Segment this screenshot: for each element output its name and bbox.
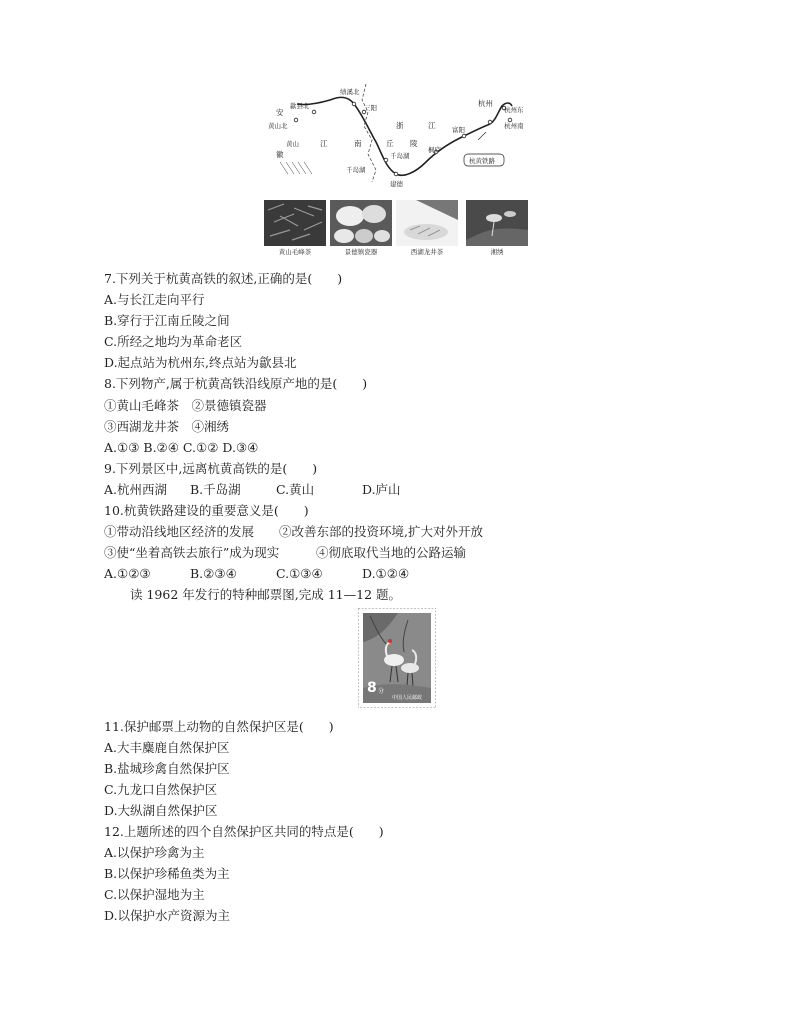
photo-caption: 湘绣 <box>490 248 504 256</box>
q12-option-a: A.以保护珍禽为主 <box>104 845 205 860</box>
q8-items-line1: ①黄山毛峰茶 ②景德镇瓷器 <box>104 398 267 413</box>
longjing-tea-image <box>396 200 458 246</box>
label-hangzhou-dong: 杭州东 <box>504 106 524 114</box>
q10-item-4: ④彻底取代当地的公路运输 <box>316 545 467 560</box>
photo-caption: 黄山毛峰茶 <box>278 248 312 256</box>
q10-option-a: A.①②③ <box>104 566 151 581</box>
q7-option-c: C.所经之地均为革命老区 <box>104 334 243 349</box>
q10-item-3: ③使“坐着高铁去旅行”成为现实 <box>104 545 280 560</box>
label-jiande: 建德 <box>390 180 403 188</box>
q12-option-c: C.以保护湿地为主 <box>104 887 205 902</box>
label-jixi-bei: 绩溪北 <box>340 88 360 96</box>
photo-jingdezhen-porcelain <box>330 200 392 256</box>
q11-stem: 11.保护邮票上动物的自然保护区是( ) <box>104 719 334 734</box>
stamp-value: 8 <box>367 680 377 696</box>
q7-stem: 7.下列关于杭黄高铁的叙述,正确的是( ) <box>104 271 343 286</box>
region-label-an: 安 <box>276 108 284 117</box>
q11-option-b: B.盐城珍禽自然保护区 <box>104 761 230 776</box>
q8-items-line2: ③西湖龙井茶 ④湘绣 <box>104 419 230 434</box>
label-shexian-bei: 歙县北 <box>290 102 310 110</box>
label-railway: 杭黄铁路 <box>469 157 495 165</box>
label-huangshan-bei: 黄山北 <box>268 122 288 130</box>
station-shexian-bei <box>312 110 316 114</box>
crane-stamp <box>358 608 436 708</box>
q9-option-d: D.庐山 <box>362 482 401 497</box>
label-fuyang: 富阳 <box>452 126 465 134</box>
q8-stem: 8.下列物产,属于杭黄高铁沿线原产地的是( ) <box>104 376 368 391</box>
region-label-zhe: 浙 <box>396 121 404 130</box>
q10-items-line2 <box>104 545 466 561</box>
label-qiandaohu: 千岛湖 <box>346 166 366 174</box>
hatched-area <box>280 162 312 174</box>
station-hangzhou <box>488 120 492 124</box>
region-label-hui: 徽 <box>276 150 284 159</box>
station-jiande <box>394 172 398 176</box>
q9-option-a: A.杭州西湖 <box>104 482 168 497</box>
tea-leaves-image <box>264 200 326 246</box>
q7-option-b: B.穿行于江南丘陵之间 <box>104 313 230 328</box>
q11-option-d: D.大纵湖自然保护区 <box>104 803 218 818</box>
label-huangshan: 黄山 <box>286 140 299 148</box>
station-fuyang <box>462 134 466 138</box>
region-label-nan: 南 <box>354 139 362 148</box>
station-qiandaohu <box>384 158 388 162</box>
region-label-jiang2: 江 <box>428 121 436 130</box>
station-jixi-bei <box>352 102 356 106</box>
q11-option-a: A.大丰麋鹿自然保护区 <box>104 740 230 755</box>
photo-xiang-embroidery <box>466 200 528 256</box>
q10-options <box>104 566 409 582</box>
q12-stem: 12.上题所述的四个自然保护区共同的特点是( ) <box>104 824 384 839</box>
stamp-unit: 分 <box>378 688 385 695</box>
q9-options <box>104 482 401 498</box>
region-label-ling: 陵 <box>410 139 418 148</box>
q10-option-c: C.①③④ <box>276 566 323 581</box>
q9-option-b: B.千岛湖 <box>190 482 241 497</box>
embroidery-image <box>466 200 528 246</box>
region-label-qiu: 丘 <box>386 139 394 148</box>
q10-option-b: B.②③④ <box>190 566 237 581</box>
q7-option-a: A.与长江走向平行 <box>104 292 205 307</box>
label-hangzhou: 杭州 <box>478 99 493 108</box>
q7-option-d: D.起点站为杭州东,终点站为歙县北 <box>104 355 297 370</box>
q9-stem: 9.下列景区中,远离杭黄高铁的是( ) <box>104 461 318 476</box>
region-label-jiang: 江 <box>320 139 328 148</box>
photo-caption: 西湖龙井茶 <box>410 248 444 256</box>
station-huangshan-bei <box>294 118 298 122</box>
photo-huangshan-maofeng-tea <box>264 200 326 256</box>
label-sanyang: 三阳 <box>364 104 377 112</box>
q11-option-c: C.九龙口自然保护区 <box>104 782 218 797</box>
hangzhou-huangshan-railway-map <box>268 82 530 194</box>
porcelain-image <box>330 200 392 246</box>
q10-items-line1: ①带动沿线地区经济的发展 ②改善东部的投资环境,扩大对外开放 <box>104 524 483 539</box>
label-hangzhou-nan: 杭州南 <box>504 122 524 130</box>
q12-option-d: D.以保护水产资源为主 <box>104 908 231 923</box>
q8-options: A.①③ B.②④ C.①② D.③④ <box>104 440 259 455</box>
section-intro: 读 1962 年发行的特种邮票图,完成 11—12 题。 <box>130 587 401 602</box>
photo-xihu-longjing-tea <box>396 200 458 256</box>
q10-stem: 10.杭黄铁路建设的重要意义是( ) <box>104 503 309 518</box>
label-qiandaohu-town: 千岛湖 <box>390 152 410 160</box>
q9-option-c: C.黄山 <box>276 482 315 497</box>
stamp-country: 中国人民邮政 <box>392 695 423 701</box>
q12-option-b: B.以保护珍稀鱼类为主 <box>104 866 230 881</box>
photo-caption: 景德镇瓷器 <box>344 248 378 256</box>
label-tonglu: 桐庐 <box>428 146 441 154</box>
q10-option-d: D.①②④ <box>362 566 410 581</box>
